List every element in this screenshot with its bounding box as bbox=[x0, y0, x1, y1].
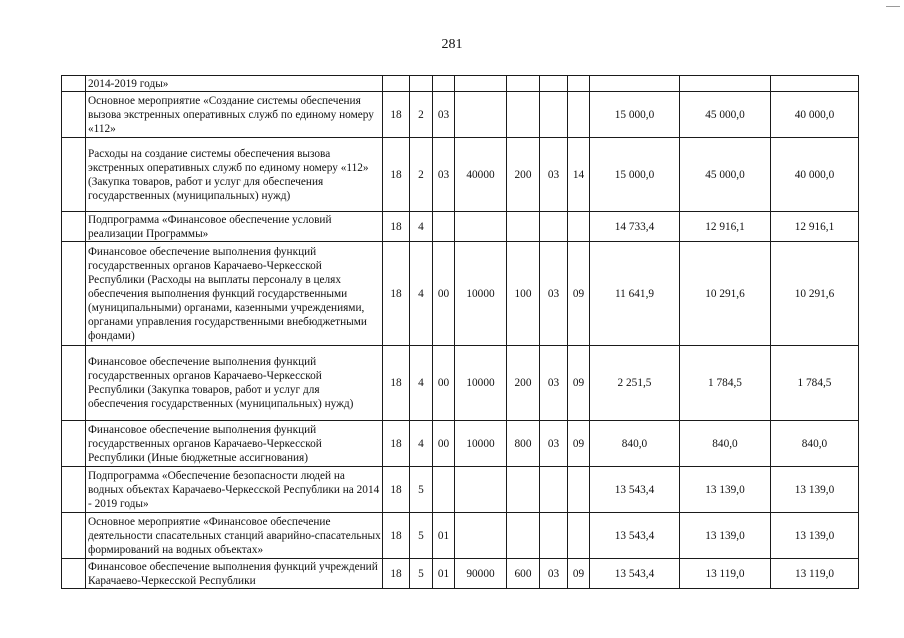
code-cell bbox=[433, 467, 455, 513]
code-cell bbox=[568, 513, 590, 559]
code-cell: 00 bbox=[433, 346, 455, 421]
code-cell: 18 bbox=[383, 467, 410, 513]
item-name-cell: Расходы на создание системы обеспечения вызова экстренных оперативных служб по единому номеру «112» (Закупка товаров, работ и услуг для обеспечения государственных (муниципальных) нужд) bbox=[86, 138, 383, 212]
code-cell bbox=[568, 212, 590, 242]
page-number: 281 bbox=[441, 37, 463, 52]
item-name-cell: Основное мероприятие «Финансовое обеспечение деятельности спасательных станций аварийно-спасательных формирований на водных объектах» bbox=[86, 513, 383, 559]
code-cell: 18 bbox=[383, 212, 410, 242]
amount-cell: 12 916,1 bbox=[771, 212, 859, 242]
blank-cell bbox=[62, 421, 86, 467]
amount-cell: 45 000,0 bbox=[680, 138, 771, 212]
code-cell: 09 bbox=[568, 242, 590, 346]
table-row bbox=[62, 138, 859, 212]
blank-cell bbox=[62, 559, 86, 589]
amount-cell: 13 139,0 bbox=[771, 513, 859, 559]
code-cell bbox=[568, 92, 590, 138]
code-cell: 03 bbox=[433, 138, 455, 212]
amount-cell: 1 784,5 bbox=[771, 346, 859, 421]
code-cell: 10000 bbox=[455, 346, 507, 421]
amount-cell: 13 543,4 bbox=[590, 467, 680, 513]
code-cell bbox=[455, 212, 507, 242]
item-name-cell: Основное мероприятие «Создание системы обеспечения вызова экстренных оперативных служб по единому номеру «112» bbox=[86, 92, 383, 138]
amount-cell bbox=[771, 76, 859, 92]
amount-cell: 840,0 bbox=[771, 421, 859, 467]
code-cell: 600 bbox=[507, 559, 540, 589]
code-cell: 10000 bbox=[455, 242, 507, 346]
amount-cell: 14 733,4 bbox=[590, 212, 680, 242]
amount-cell: 40 000,0 bbox=[771, 92, 859, 138]
amount-cell: 13 543,4 bbox=[590, 559, 680, 589]
table-row bbox=[62, 559, 859, 589]
amount-cell: 840,0 bbox=[680, 421, 771, 467]
blank-cell bbox=[62, 467, 86, 513]
code-cell: 5 bbox=[410, 559, 433, 589]
table-body bbox=[62, 76, 859, 589]
blank-cell bbox=[62, 138, 86, 212]
amount-cell: 13 119,0 bbox=[771, 559, 859, 589]
code-cell: 4 bbox=[410, 346, 433, 421]
code-cell bbox=[507, 212, 540, 242]
code-cell: 100 bbox=[507, 242, 540, 346]
code-cell bbox=[568, 76, 590, 92]
code-cell: 03 bbox=[433, 92, 455, 138]
code-cell: 01 bbox=[433, 513, 455, 559]
code-cell: 10000 bbox=[455, 421, 507, 467]
item-name-cell: Финансовое обеспечение выполнения функций государственных органов Карачаево-Черкесской Республики (Расходы на выплаты персоналу в целях обеспечения выполнения функций государственными (муниципальными) органами, казенными учреждениями, органами управления государственными внебюджетными фондами) bbox=[86, 242, 383, 346]
code-cell: 18 bbox=[383, 559, 410, 589]
code-cell: 09 bbox=[568, 346, 590, 421]
code-cell bbox=[455, 467, 507, 513]
code-cell: 800 bbox=[507, 421, 540, 467]
code-cell: 01 bbox=[433, 559, 455, 589]
code-cell bbox=[455, 92, 507, 138]
code-cell bbox=[540, 513, 568, 559]
code-cell bbox=[410, 76, 433, 92]
code-cell: 18 bbox=[383, 346, 410, 421]
code-cell: 03 bbox=[540, 421, 568, 467]
amount-cell: 13 139,0 bbox=[771, 467, 859, 513]
code-cell: 09 bbox=[568, 421, 590, 467]
code-cell: 4 bbox=[410, 242, 433, 346]
amount-cell: 2 251,5 bbox=[590, 346, 680, 421]
table-row bbox=[62, 92, 859, 138]
code-cell: 03 bbox=[540, 559, 568, 589]
amount-cell: 840,0 bbox=[590, 421, 680, 467]
table-row bbox=[62, 242, 859, 346]
blank-cell bbox=[62, 513, 86, 559]
table-row bbox=[62, 513, 859, 559]
code-cell: 09 bbox=[568, 559, 590, 589]
code-cell bbox=[433, 76, 455, 92]
code-cell bbox=[507, 76, 540, 92]
code-cell bbox=[540, 76, 568, 92]
code-cell: 18 bbox=[383, 421, 410, 467]
table-row bbox=[62, 212, 859, 242]
code-cell: 2 bbox=[410, 92, 433, 138]
amount-cell: 13 139,0 bbox=[680, 467, 771, 513]
code-cell: 40000 bbox=[455, 138, 507, 212]
blank-cell bbox=[62, 76, 86, 92]
amount-cell: 10 291,6 bbox=[771, 242, 859, 346]
amount-cell: 11 641,9 bbox=[590, 242, 680, 346]
budget-table bbox=[61, 75, 859, 589]
blank-cell bbox=[62, 346, 86, 421]
code-cell bbox=[455, 513, 507, 559]
code-cell: 00 bbox=[433, 242, 455, 346]
table-row bbox=[62, 467, 859, 513]
scan-artifact-line bbox=[886, 6, 900, 7]
code-cell: 200 bbox=[507, 346, 540, 421]
code-cell bbox=[433, 212, 455, 242]
code-cell bbox=[507, 513, 540, 559]
code-cell bbox=[507, 92, 540, 138]
code-cell: 14 bbox=[568, 138, 590, 212]
code-cell bbox=[383, 76, 410, 92]
amount-cell: 13 543,4 bbox=[590, 513, 680, 559]
code-cell bbox=[568, 467, 590, 513]
code-cell: 5 bbox=[410, 513, 433, 559]
amount-cell bbox=[590, 76, 680, 92]
amount-cell: 15 000,0 bbox=[590, 92, 680, 138]
item-name-cell: Подпрограмма «Финансовое обеспечение условий реализации Программы» bbox=[86, 212, 383, 242]
amount-cell: 10 291,6 bbox=[680, 242, 771, 346]
item-name-cell: Подпрограмма «Обеспечение безопасности людей на водных объектах Карачаево-Черкесской Республики на 2014 - 2019 годы» bbox=[86, 467, 383, 513]
code-cell: 4 bbox=[410, 421, 433, 467]
code-cell bbox=[540, 92, 568, 138]
code-cell: 00 bbox=[433, 421, 455, 467]
blank-cell bbox=[62, 242, 86, 346]
item-name-cell: Финансовое обеспечение выполнения функций государственных органов Карачаево-Черкесской Республики (Иные бюджетные ассигнования) bbox=[86, 421, 383, 467]
amount-cell: 12 916,1 bbox=[680, 212, 771, 242]
amount-cell: 15 000,0 bbox=[590, 138, 680, 212]
code-cell: 2 bbox=[410, 138, 433, 212]
amount-cell: 40 000,0 bbox=[771, 138, 859, 212]
code-cell: 18 bbox=[383, 513, 410, 559]
code-cell: 4 bbox=[410, 212, 433, 242]
code-cell: 03 bbox=[540, 138, 568, 212]
item-name-cell: Финансовое обеспечение выполнения функций государственных органов Карачаево-Черкесской Республики (Закупка товаров, работ и услуг для обеспечения государственных (муниципальных) нужд) bbox=[86, 346, 383, 421]
blank-cell bbox=[62, 92, 86, 138]
code-cell bbox=[507, 467, 540, 513]
code-cell: 03 bbox=[540, 346, 568, 421]
amount-cell: 45 000,0 bbox=[680, 92, 771, 138]
amount-cell: 13 119,0 bbox=[680, 559, 771, 589]
amount-cell bbox=[680, 76, 771, 92]
code-cell: 200 bbox=[507, 138, 540, 212]
code-cell: 03 bbox=[540, 242, 568, 346]
code-cell: 5 bbox=[410, 467, 433, 513]
code-cell bbox=[540, 212, 568, 242]
table-row bbox=[62, 346, 859, 421]
item-name-cell: Финансовое обеспечение выполнения функций учреждений Карачаево-Черкесской Республики bbox=[86, 559, 383, 589]
code-cell: 18 bbox=[383, 138, 410, 212]
blank-cell bbox=[62, 212, 86, 242]
table-row bbox=[62, 76, 859, 92]
code-cell bbox=[540, 467, 568, 513]
amount-cell: 1 784,5 bbox=[680, 346, 771, 421]
code-cell: 90000 bbox=[455, 559, 507, 589]
item-name-cell: 2014-2019 годы» bbox=[86, 76, 383, 92]
code-cell bbox=[455, 76, 507, 92]
code-cell: 18 bbox=[383, 242, 410, 346]
amount-cell: 13 139,0 bbox=[680, 513, 771, 559]
table-row bbox=[62, 421, 859, 467]
code-cell: 18 bbox=[383, 92, 410, 138]
